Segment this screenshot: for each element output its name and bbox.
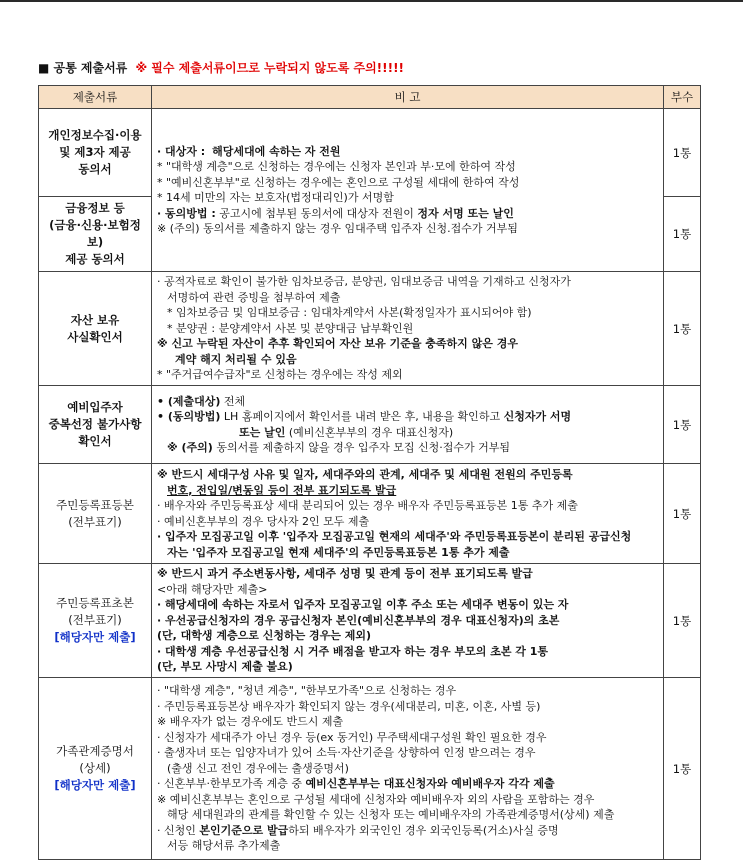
note-line: 해당 세대원과의 관계를 확인할 수 있는 신청자 또는 예비배우자의 가족관계증명서(상세) 제출 (167, 808, 615, 822)
note-line: · 해당세대에 속하는 자로서 입주자 모집공고일 이후 주소 또는 세대주 변동이 있는 자 (157, 598, 569, 612)
count-cell: 1통 (664, 386, 701, 464)
note-line: · 신청자가 세대주가 아닌 경우 등(ex 동거인) 무주택세대구성원 확인 필요한 경우 (157, 730, 547, 744)
note-label: · 대상자 : (157, 144, 206, 158)
note-duplicate (152, 386, 664, 464)
note-line: · 주민등록표등본상 배우자가 확인되지 않는 경우(세대분리, 미혼, 이혼, 사별 등) (157, 699, 541, 713)
table-row (39, 678, 701, 860)
note-emphasis: 신청자가 서명 (503, 410, 572, 423)
doc-name-line: 주민등록표초본 (56, 596, 134, 610)
note-line: ※ 예비신혼부부는 혼인으로 구성될 세대에 신청자와 예비배우자 외의 사람을 포함하는 경우 (157, 792, 595, 806)
note-label: ※ (주의) (167, 441, 213, 454)
doc-name-line: (상세) (79, 761, 111, 775)
note-line: * 분양권 : 분양계약서 사본 및 분양대금 납부확인원 (167, 321, 414, 335)
section-heading: 공통 제출서류 (53, 61, 128, 75)
note-resident-register (152, 464, 664, 564)
only-applicable-tag: [해당자만 제출] (54, 778, 136, 792)
doc-name-resident-register (39, 464, 152, 564)
table-row (39, 272, 701, 386)
doc-name-line: 자산 보유 (70, 312, 120, 327)
only-applicable-tag: [해당자만 제출] (54, 630, 136, 644)
doc-name-line: 사실확인서 (67, 329, 123, 344)
note-line: (단, 대학생 계층으로 신청하는 경우는 제외) (157, 629, 372, 643)
note-text: 해당세대에 속하는 자 전원 (212, 144, 341, 158)
note-line: ※ 반드시 과거 주소변동사항, 세대주 성명 및 관계 등이 전부 표기되도록 발급 (157, 567, 533, 581)
note-text: 동의서를 제출하지 않을 경우 입주자 모집 신청·접수가 거부됨 (216, 441, 510, 454)
doc-name-financial-consent (39, 197, 152, 272)
table-header-row (39, 86, 701, 109)
doc-name-resident-abstract (39, 564, 152, 678)
doc-name-line: (전부표기) (68, 514, 122, 529)
table-row (39, 464, 701, 564)
doc-name-line: 제공 동의서 (65, 252, 125, 266)
note-line: · 우선공급신청자의 경우 공급신청자 본인(예비신혼부부의 경우 대표신청자)의 초본 (157, 613, 560, 627)
doc-name-line: (금융·신용·보험정보) (49, 218, 141, 249)
doc-name-line: 금융정보 등 (65, 201, 125, 215)
doc-name-duplicate-check (39, 386, 152, 464)
note-line: · 예비신혼부부의 경우 당사자 2인 모두 제출 (157, 514, 370, 528)
doc-name-line: 중복선정 불가사항 (48, 417, 142, 431)
note-line: * "예비신혼부부"로 신청하는 경우에는 혼인으로 구성될 세대에 한하여 작성 (157, 175, 520, 189)
note-line: 번호, 전입일/변동일 등이 전부 표기되도록 발급 (167, 483, 397, 497)
note-text: 공고시에 첨부된 동의서에 대상자 전원이 (219, 206, 414, 220)
doc-name-line: 및 제3자 제공 (59, 145, 131, 159)
note-text: LH 홈페이지에서 확인서를 내려 받은 후, 내용을 확인하고 (223, 410, 501, 423)
note-line: * "주거급여수급자"로 신청하는 경우에는 작성 제외 (157, 368, 403, 382)
note-line: · 입주자 모집공고일 이후 '입주자 모집공고일 현재의 세대주'와 주민등록표등본이 분리된 공급신청 (157, 530, 632, 543)
doc-name-line: (전부표기) (68, 613, 122, 627)
square-bullet: ■ (38, 61, 50, 75)
note-emphasis: 본인기준으로 발급 (199, 823, 289, 837)
note-line: · 배우자와 주민등록표상 세대 분리되어 있는 경우 배우자 주민등록표등본 1통 추가 제출 (157, 499, 578, 512)
note-text: (예비신혼부부의 경우 대표신청자) (288, 425, 454, 439)
note-asset (152, 272, 664, 386)
note-consent (152, 109, 664, 272)
note-line: · "대학생 계층", "청년 계층", "한부모가족"으로 신청하는 경우 (157, 684, 457, 698)
note-label: • (동의방법) (157, 410, 221, 423)
note-line: (출생 신고 전인 경우에는 출생증명서) (167, 761, 349, 775)
note-line: 서등 해당서류 추가제출 (167, 839, 281, 853)
note-line: * 임차보증금 및 임대보증금 : 임대차계약서 사본(확정일자가 표시되어야 함) (167, 306, 532, 320)
doc-name-asset-confirmation (39, 272, 152, 386)
header-note: 비 고 (152, 86, 664, 109)
note-line: 자는 '입주자 모집공고일 현재 세대주'의 주민등록표등본 1통 추가 제출 (167, 545, 510, 559)
note-label: • (제출대상) (157, 394, 221, 408)
note-line: · 출생자녀 또는 입양자녀가 있어 소득·자산기준을 상향하여 인정 받으려는 경우 (157, 746, 536, 760)
doc-name-line: 주민등록표등본 (56, 497, 134, 512)
doc-name-line: 동의서 (78, 162, 112, 176)
table-row (39, 109, 701, 197)
doc-name-privacy-consent (39, 109, 152, 197)
doc-name-line: 개인정보수집·이용 (48, 128, 142, 142)
note-line: 계약 해지 처리될 수 있음 (175, 352, 297, 366)
note-label: · 동의방법 : (157, 206, 216, 220)
note-line: 서명하여 관련 증빙을 첨부하여 제출 (167, 290, 341, 304)
count-cell: 1통 (664, 272, 701, 386)
note-emphasis: 또는 날인 (239, 425, 286, 439)
note-emphasis: 예비신혼부부는 대표신청자와 예비배우자 각각 제출 (305, 777, 555, 791)
note-line: ※ 신고 누락된 자산이 추후 확인되어 자산 보유 기준을 충족하지 않은 경우 (157, 337, 518, 351)
documents-table (38, 85, 701, 860)
note-line: * 14세 미만의 자는 보호자(법정대리인)가 서명함 (157, 191, 394, 204)
count-cell: 1통 (664, 109, 701, 197)
doc-name-line: 예비입주자 (67, 400, 123, 414)
doc-name-line: 확인서 (78, 434, 112, 448)
header-count: 부수 (664, 86, 701, 109)
note-line: * "대학생 계층"으로 신청하는 경우에는 신청자 본인과 부·모에 한하여 작성 (157, 160, 516, 173)
note-emphasis: 정자 서명 또는 날인 (417, 206, 514, 220)
table-row (39, 386, 701, 464)
count-cell: 1통 (664, 678, 701, 860)
note-text: · 신혼부부·한부모가족 계층 중 (157, 777, 302, 791)
note-line: (단, 부모 사망시 제출 불요) (157, 660, 293, 674)
note-text: 전체 (223, 394, 246, 408)
note-text: 하되 배우자가 외국인인 경우 외국인등록(거소)사실 증명 (288, 823, 559, 837)
note-line: · 대학생 계층 우선공급신청 시 거주 배점을 받고자 하는 경우 부모의 초본 각 1통 (157, 644, 549, 658)
note-line: ※ 반드시 세대구성 사유 및 일자, 세대주와의 관계, 세대주 및 세대원 전원의 주민등록 (157, 468, 573, 481)
note-resident-abstract (152, 564, 664, 678)
note-text: · 신청인 (157, 823, 196, 837)
doc-name-family-relation (39, 678, 152, 860)
note-line: <아래 해당자만 제출> (157, 582, 268, 596)
count-cell: 1통 (664, 564, 701, 678)
table-row (39, 564, 701, 678)
required-warning: ※ 필수 제출서류이므로 누락되지 않도록 주의!!!!! (135, 61, 405, 75)
count-cell: 1통 (664, 464, 701, 564)
note-line: · 공적자료로 확인이 불가한 임차보증금, 분양권, 임대보증금 내역을 기재하고 신청자가 (157, 275, 571, 289)
top-rule (0, 0, 743, 2)
count-cell: 1통 (664, 197, 701, 272)
note-line: ※ (주의) 동의서를 제출하지 않는 경우 임대주택 입주자 신청.접수가 거부됨 (157, 222, 518, 235)
header-doc: 제출서류 (39, 86, 152, 109)
doc-name-line: 가족관계증명서 (56, 744, 134, 758)
note-family-relation (152, 678, 664, 860)
section-title (38, 59, 404, 76)
note-line: ※ 배우자가 없는 경우에도 반드시 제출 (157, 715, 344, 729)
